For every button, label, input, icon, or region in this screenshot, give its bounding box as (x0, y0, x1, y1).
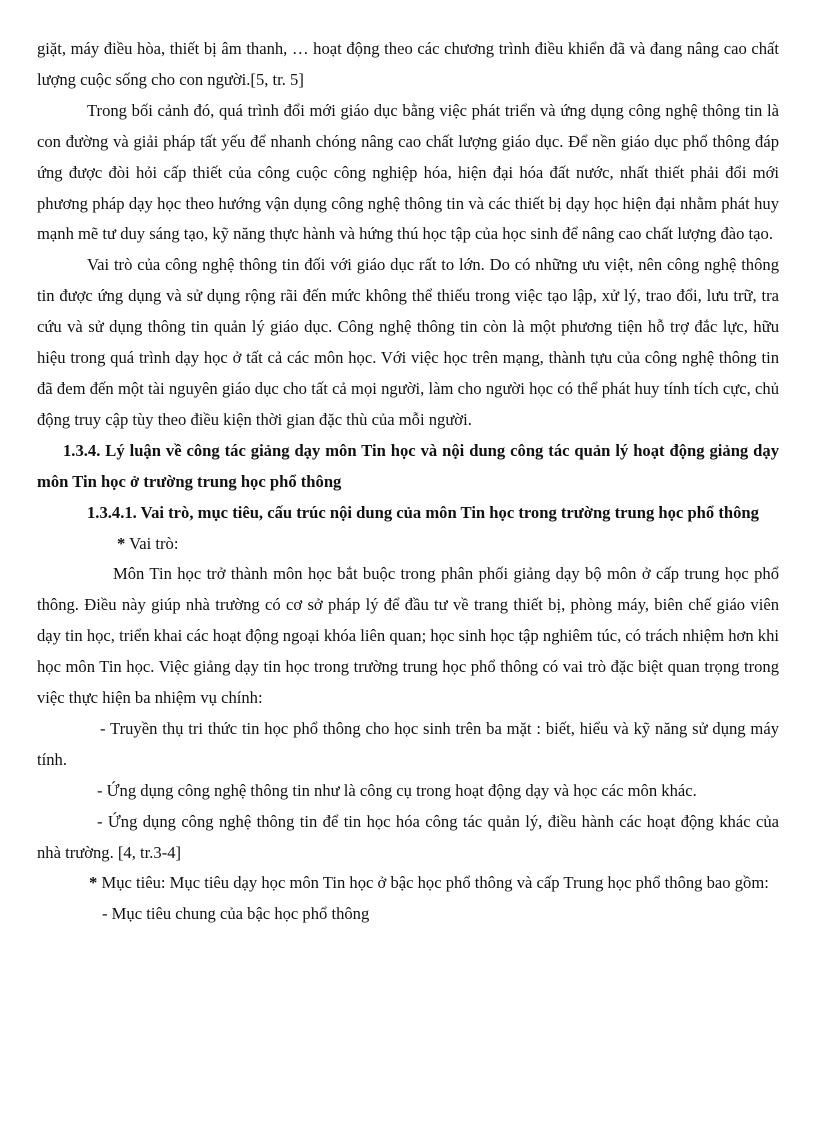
bullet-it-tool: - Ứng dụng công nghệ thông tin như là công cụ trong hoạt động dạy và học các môn khác. (97, 780, 697, 800)
role-star: * (117, 533, 126, 553)
paragraph-it-role: Vai trò của công nghệ thông tin đối với giáo dục rất to lớn. Do có những ưu việt, nên công nghệ thông tin được ứng dụng và sử dụng rộng rãi đến mức không thể thiếu trong việc tạo lập, xử lý, trao đổi, lưu trữ, tra cứu và sử dụng thông tin quản lý giáo dục. Công nghệ thông tin còn là một phương tiện hỗ trợ đắc lực, hữu hiệu trong quá trình dạy học ở tất cả các môn học. Với việc học trên mạng, thành tựu của công nghệ thông tin đã đem đến một tài nguyên giáo dục cho tất cả mọi người, làm cho người học có thể phát huy tính tích cực, chủ động truy cập tùy theo điều kiện thời gian đặc thù của mỗi người. (37, 255, 779, 429)
goal-text: Mục tiêu: Mục tiêu dạy học môn Tin học ở bậc học phổ thông và cấp Trung học phổ thông bao gồm: (97, 873, 769, 893)
role-label-text: Vai trò: (125, 533, 179, 553)
bullet-general-goal: - Mục tiêu chung của bậc học phổ thông (102, 904, 370, 924)
goal-paragraph (37, 868, 779, 899)
paragraph-context: Trong bối cảnh đó, quá trình đổi mới giáo dục bằng việc phát triển và ứng dụng công nghệ thông tin là con đường và giải pháp tất yếu để nhanh chóng nâng cao chất lượng giáo dục. Để nền giáo dục phổ thông đáp ứng được đòi hỏi cấp thiết của công cuộc công nghiệp hóa, hiện đại hóa đất nước, nhất thiết phải đổi mới phương pháp dạy học theo hướng vận dụng công nghệ thông tin và các thiết bị dạy học hiện đại nhằm phát huy mạnh mẽ tư duy sáng tạo, kỹ năng thực hành và hứng thú học tập của học sinh để nâng cao chất lượng đào tạo. (37, 100, 779, 244)
paragraph-intro-continuation: giặt, máy điều hòa, thiết bị âm thanh, … hoạt động theo các chương trình điều khiển đã và đang nâng cao chất lượng cuộc sống cho con người.[5, tr. 5] (37, 39, 779, 89)
bullet-it-management: - Ứng dụng công nghệ thông tin để tin học hóa công tác quản lý, điều hành các hoạt động khác của nhà trường. [4, tr.3-4] (37, 811, 779, 862)
role-label (37, 529, 779, 560)
document-page (37, 34, 779, 930)
subsection-heading-1-3-4-1: 1.3.4.1. Vai trò, mục tiêu, cấu trúc nội dung của môn Tin học trong trường trung học phổ thông (87, 502, 759, 522)
bullet-teaching-knowledge: - Truyền thụ tri thức tin học phổ thông cho học sinh trên ba mặt : biết, hiểu và kỹ năng sử dụng máy tính. (37, 718, 779, 769)
paragraph-role: Môn Tin học trở thành môn học bắt buộc trong phân phối giảng dạy bộ môn ở cấp trung học phổ thông. Điều này giúp nhà trường có cơ sở pháp lý để đầu tư về trang thiết bị, phòng máy, biên chế giáo viên dạy tin học, triển khai các hoạt động ngoại khóa liên quan; học sinh học tập nghiêm túc, có trách nhiệm hơn khi học môn Tin học. Việc giảng dạy tin học trong trường trung học phổ thông có vai trò đặc biệt quan trọng trong việc thực hiện ba nhiệm vụ chính: (37, 564, 779, 708)
goal-star: * (89, 873, 98, 893)
section-heading-1-3-4: 1.3.4. Lý luận về công tác giảng dạy môn Tin học và nội dung công tác quản lý hoạt động giảng dạy môn Tin học ở trường trung học phổ thông (37, 440, 779, 491)
